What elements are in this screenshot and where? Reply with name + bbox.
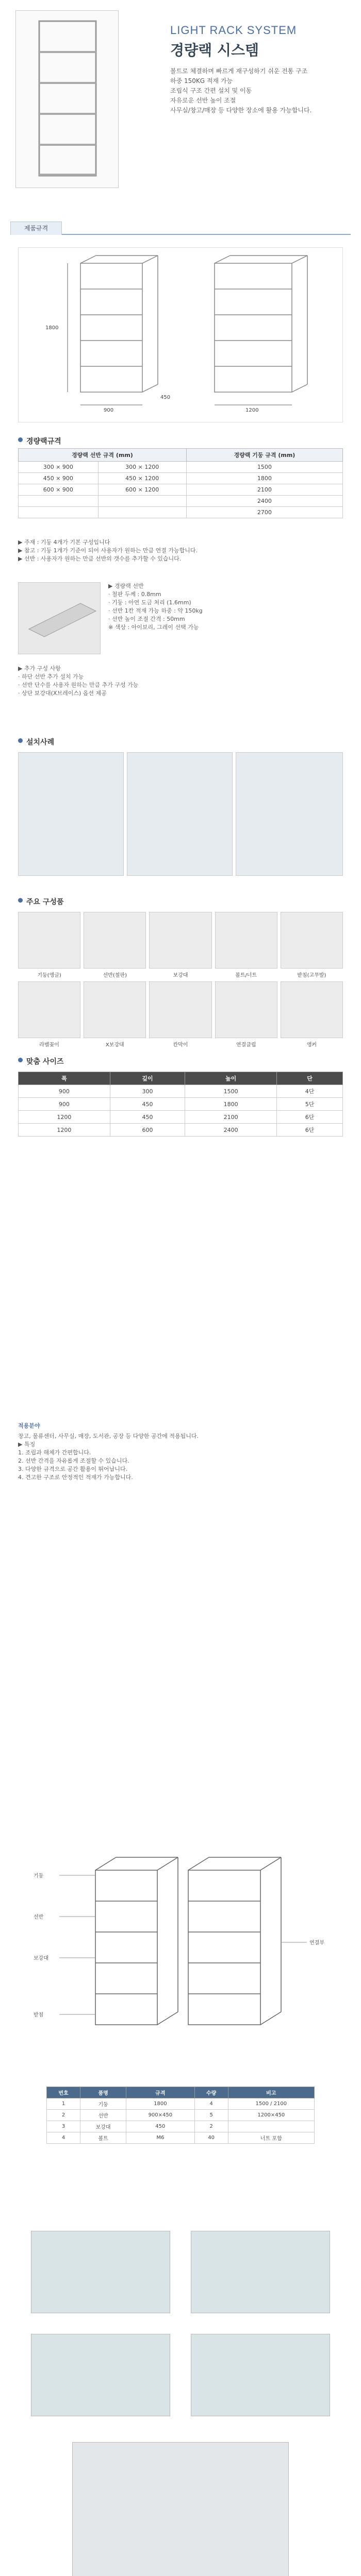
note-line: ▶ 참고 : 기둥 1개가 기준이 되어 사용자가 원하는 만큼 연결 가능합니다. bbox=[18, 547, 198, 554]
component-table bbox=[46, 2087, 315, 2144]
part-image bbox=[84, 981, 146, 1038]
diagram-label-joint: 연결부 bbox=[309, 1940, 324, 1946]
tab-product-spec[interactable]: 제품규격 bbox=[10, 222, 62, 235]
table-cell: 1800 bbox=[126, 2098, 194, 2110]
hero-desc-line: 사무실/창고/매장 등 다양한 장소에 활용 가능합니다. bbox=[170, 107, 312, 114]
application-line: 1. 조립과 해체가 간편합니다. bbox=[18, 1449, 91, 1456]
application-line: 3. 다양한 규격으로 공간 활용이 뛰어납니다. bbox=[18, 1466, 128, 1472]
diagram-label-brace: 보강대 bbox=[34, 1956, 48, 1961]
table-cell: 4 bbox=[47, 2132, 80, 2144]
part-label: 앵커 bbox=[306, 1042, 317, 1048]
table-cell: 450 × 1200 bbox=[98, 473, 186, 484]
comp-col-header: 규격 bbox=[126, 2087, 194, 2098]
gallery-photo bbox=[191, 2334, 330, 2416]
table-cell: 2400 bbox=[185, 1124, 277, 1137]
table-cell: 4단 bbox=[277, 1085, 343, 1098]
parts-heading: 주요 구성품 bbox=[18, 896, 64, 907]
table-cell: 5 bbox=[194, 2110, 228, 2121]
part-image bbox=[215, 912, 277, 969]
depth-dimension-label: 450 bbox=[160, 395, 171, 400]
table-cell bbox=[228, 2121, 314, 2132]
table-cell: 1800 bbox=[186, 473, 342, 484]
table-row bbox=[47, 2110, 315, 2121]
diagram-label-post: 기둥 bbox=[34, 1873, 44, 1879]
hero-desc-line: 자유로운 선반 높이 조절 bbox=[170, 97, 236, 104]
extra-line: ▶ 추가 구성 사항 bbox=[18, 665, 61, 672]
comp-col-header: 품명 bbox=[80, 2087, 126, 2098]
table-cell: 600 × 1200 bbox=[98, 484, 186, 496]
table-row bbox=[19, 1124, 343, 1137]
table-cell: 1200 bbox=[19, 1111, 110, 1124]
hero-section bbox=[15, 10, 346, 196]
table-row bbox=[19, 462, 343, 473]
width-dimension-label-a: 900 bbox=[104, 408, 114, 413]
table-cell: 6단 bbox=[277, 1111, 343, 1124]
hero-desc-line: 조립식 구조 간편 설치 및 이동 bbox=[170, 87, 252, 94]
part-label: 받침(고무발) bbox=[297, 973, 326, 978]
table-row bbox=[19, 1085, 343, 1098]
table-cell: 600 bbox=[110, 1124, 185, 1137]
table-row bbox=[47, 2132, 315, 2144]
size-col-header: 깊이 bbox=[110, 1072, 185, 1085]
part-item bbox=[84, 981, 146, 1048]
part-label: 볼트/너트 bbox=[235, 973, 257, 978]
application-text bbox=[18, 1422, 343, 1482]
height-dimension-label: 1800 bbox=[45, 325, 59, 331]
table-row bbox=[47, 2098, 315, 2110]
table-row bbox=[19, 473, 343, 484]
part-label: 라벨꽂이 bbox=[39, 1042, 59, 1048]
comp-col-header: 번호 bbox=[47, 2087, 80, 2098]
size-heading: 맞춤 사이즈 bbox=[18, 1056, 64, 1066]
part-item bbox=[281, 981, 343, 1048]
table-cell: 3 bbox=[47, 2121, 80, 2132]
beam-line: · 철판 두께 : 0.8mm bbox=[108, 591, 161, 598]
table-row bbox=[19, 1098, 343, 1111]
part-label: X보강대 bbox=[105, 1042, 124, 1048]
table-cell: 450 bbox=[110, 1111, 185, 1124]
table-cell: 4 bbox=[194, 2098, 228, 2110]
spec-notes bbox=[18, 538, 343, 563]
comp-col-header: 비고 bbox=[228, 2087, 314, 2098]
table-cell: 300 × 900 bbox=[19, 462, 99, 473]
install-photo bbox=[18, 752, 124, 876]
size-col-header: 폭 bbox=[19, 1072, 110, 1085]
dimension-drawing bbox=[18, 247, 343, 422]
part-item bbox=[215, 981, 277, 1048]
part-label: 선반(철판) bbox=[103, 973, 127, 978]
part-label: 칸막이 bbox=[173, 1042, 188, 1048]
table-cell: 너트 포함 bbox=[228, 2132, 314, 2144]
shelf-board-image bbox=[18, 582, 101, 654]
extra-options-text bbox=[18, 665, 343, 698]
size-col-header: 높이 bbox=[185, 1072, 277, 1085]
note-line: ▶ 주재 : 기둥 4개가 기본 구성입니다 bbox=[18, 539, 110, 546]
table-row bbox=[19, 496, 343, 507]
part-image bbox=[215, 981, 277, 1038]
hero-description bbox=[170, 67, 346, 116]
parts-grid bbox=[18, 912, 343, 1048]
table-cell: 2700 bbox=[186, 507, 342, 518]
application-line: 창고, 물류센터, 사무실, 매장, 도서관, 공장 등 다양한 공간에 적용됩니다. bbox=[18, 1433, 199, 1439]
part-item bbox=[149, 912, 211, 978]
table-cell: 1500 bbox=[185, 1085, 277, 1098]
beam-line: ▶ 경량랙 선반 bbox=[108, 583, 144, 589]
table-cell: 300 bbox=[110, 1085, 185, 1098]
part-item bbox=[18, 981, 80, 1048]
part-image bbox=[84, 912, 146, 969]
note-line: ▶ 선반 : 사용자가 원하는 만큼 선반의 갯수를 추가할 수 있습니다. bbox=[18, 555, 182, 562]
table-cell: 2400 bbox=[186, 496, 342, 507]
extra-line: · 상단 보강대(X브레이스) 옵션 제공 bbox=[18, 690, 107, 697]
warehouse-photo-1 bbox=[72, 2442, 289, 2576]
table-cell: 2 bbox=[47, 2110, 80, 2121]
table-cell: 1 bbox=[47, 2098, 80, 2110]
spec-col-shelf: 경량랙 선반 규격 (mm) bbox=[19, 449, 187, 462]
part-image bbox=[149, 912, 211, 969]
table-cell: M6 bbox=[126, 2132, 194, 2144]
diagram-label-shelf: 선반 bbox=[34, 1914, 44, 1920]
gallery-photo bbox=[191, 2231, 330, 2313]
spec-col-post: 경량랙 기둥 규격 (mm) bbox=[186, 449, 342, 462]
beam-line: ※ 색상 : 아이보리, 그레이 선택 가능 bbox=[108, 624, 199, 631]
table-row bbox=[19, 484, 343, 496]
table-cell: 40 bbox=[194, 2132, 228, 2144]
table-cell: 900×450 bbox=[126, 2110, 194, 2121]
beam-line: · 기둥 : 아연 도금 처리 (1.6mm) bbox=[108, 599, 191, 606]
table-cell: 450 × 900 bbox=[19, 473, 99, 484]
beam-line: · 선반 높이 조절 간격 : 50mm bbox=[108, 616, 185, 622]
table-cell: 1800 bbox=[185, 1098, 277, 1111]
table-cell: 선반 bbox=[80, 2110, 126, 2121]
installation-gallery bbox=[31, 2231, 330, 2416]
table-cell: 5단 bbox=[277, 1098, 343, 1111]
install-case-photos bbox=[18, 752, 343, 876]
spec-table bbox=[18, 448, 343, 518]
width-dimension-label-b: 1200 bbox=[245, 408, 259, 413]
table-cell: 450 bbox=[126, 2121, 194, 2132]
table-cell: 보강대 bbox=[80, 2121, 126, 2132]
table-cell: 300 × 1200 bbox=[98, 462, 186, 473]
part-image bbox=[281, 912, 343, 969]
table-cell: 450 bbox=[110, 1098, 185, 1111]
hero-title-en: LIGHT RACK SYSTEM bbox=[170, 24, 297, 37]
extra-line: · 하단 선반 추가 설치 가능 bbox=[18, 673, 84, 680]
application-line: 4. 견고한 구조로 안정적인 적재가 가능합니다. bbox=[18, 1474, 133, 1481]
table-cell bbox=[19, 496, 99, 507]
table-cell: 900 bbox=[19, 1098, 110, 1111]
table-cell bbox=[98, 496, 186, 507]
install-photo bbox=[236, 752, 343, 876]
part-item bbox=[149, 981, 211, 1048]
table-cell: 기둥 bbox=[80, 2098, 126, 2110]
rack-assembly-diagram bbox=[18, 1839, 343, 2040]
table-cell: 2 bbox=[194, 2121, 228, 2132]
application-heading: 적용분야 bbox=[18, 1422, 40, 1429]
table-cell: 2100 bbox=[186, 484, 342, 496]
rack-product-image bbox=[15, 10, 119, 188]
shelf-spec-text bbox=[108, 582, 335, 632]
part-image bbox=[18, 912, 80, 969]
hero-desc-line: 볼트로 체결하며 빠르게 재구성하기 쉬운 전통 구조 bbox=[170, 67, 308, 75]
diagram-label-foot: 받침 bbox=[34, 2012, 44, 2018]
part-image bbox=[18, 981, 80, 1038]
beam-line: · 선반 1칸 적재 가능 하중 : 약 150kg bbox=[108, 607, 203, 614]
part-label: 기둥(앵글) bbox=[37, 973, 61, 978]
application-line: ▶ 특징 bbox=[18, 1441, 36, 1448]
table-cell: 600 × 900 bbox=[19, 484, 99, 496]
part-label: 보강대 bbox=[173, 973, 188, 978]
size-table bbox=[18, 1072, 343, 1137]
install-case-heading: 설치사례 bbox=[18, 737, 54, 747]
table-cell: 2100 bbox=[185, 1111, 277, 1124]
part-image bbox=[149, 981, 211, 1038]
table-cell bbox=[19, 507, 99, 518]
part-image bbox=[281, 981, 343, 1038]
part-item bbox=[84, 912, 146, 978]
tab-bar bbox=[10, 222, 351, 235]
table-cell: 1200×450 bbox=[228, 2110, 314, 2121]
table-cell: 볼트 bbox=[80, 2132, 126, 2144]
table-cell: 6단 bbox=[277, 1124, 343, 1137]
table-row bbox=[19, 1111, 343, 1124]
part-item bbox=[215, 912, 277, 978]
table-cell bbox=[98, 507, 186, 518]
gallery-photo bbox=[31, 2334, 170, 2416]
gallery-photo bbox=[31, 2231, 170, 2313]
table-row bbox=[47, 2121, 315, 2132]
table-row bbox=[19, 507, 343, 518]
part-item bbox=[281, 912, 343, 978]
table-cell: 1500 bbox=[186, 462, 342, 473]
application-line: 2. 선반 간격을 자유롭게 조절할 수 있습니다. bbox=[18, 1458, 129, 1464]
size-col-header: 단 bbox=[277, 1072, 343, 1085]
table-cell: 1500 / 2100 bbox=[228, 2098, 314, 2110]
install-photo bbox=[127, 752, 233, 876]
spec-heading: 경량랙규격 bbox=[18, 436, 61, 446]
part-label: 연결클립 bbox=[236, 1042, 256, 1048]
table-cell: 1200 bbox=[19, 1124, 110, 1137]
part-item bbox=[18, 912, 80, 978]
hero-desc-line: 하중 150KG 적재 가능 bbox=[170, 77, 233, 84]
hero-title-ko: 경량랙 시스템 bbox=[170, 42, 259, 59]
comp-col-header: 수량 bbox=[194, 2087, 228, 2098]
table-cell: 900 bbox=[19, 1085, 110, 1098]
extra-line: · 선반 단수를 사용자 원하는 만큼 추가 구성 가능 bbox=[18, 682, 139, 688]
